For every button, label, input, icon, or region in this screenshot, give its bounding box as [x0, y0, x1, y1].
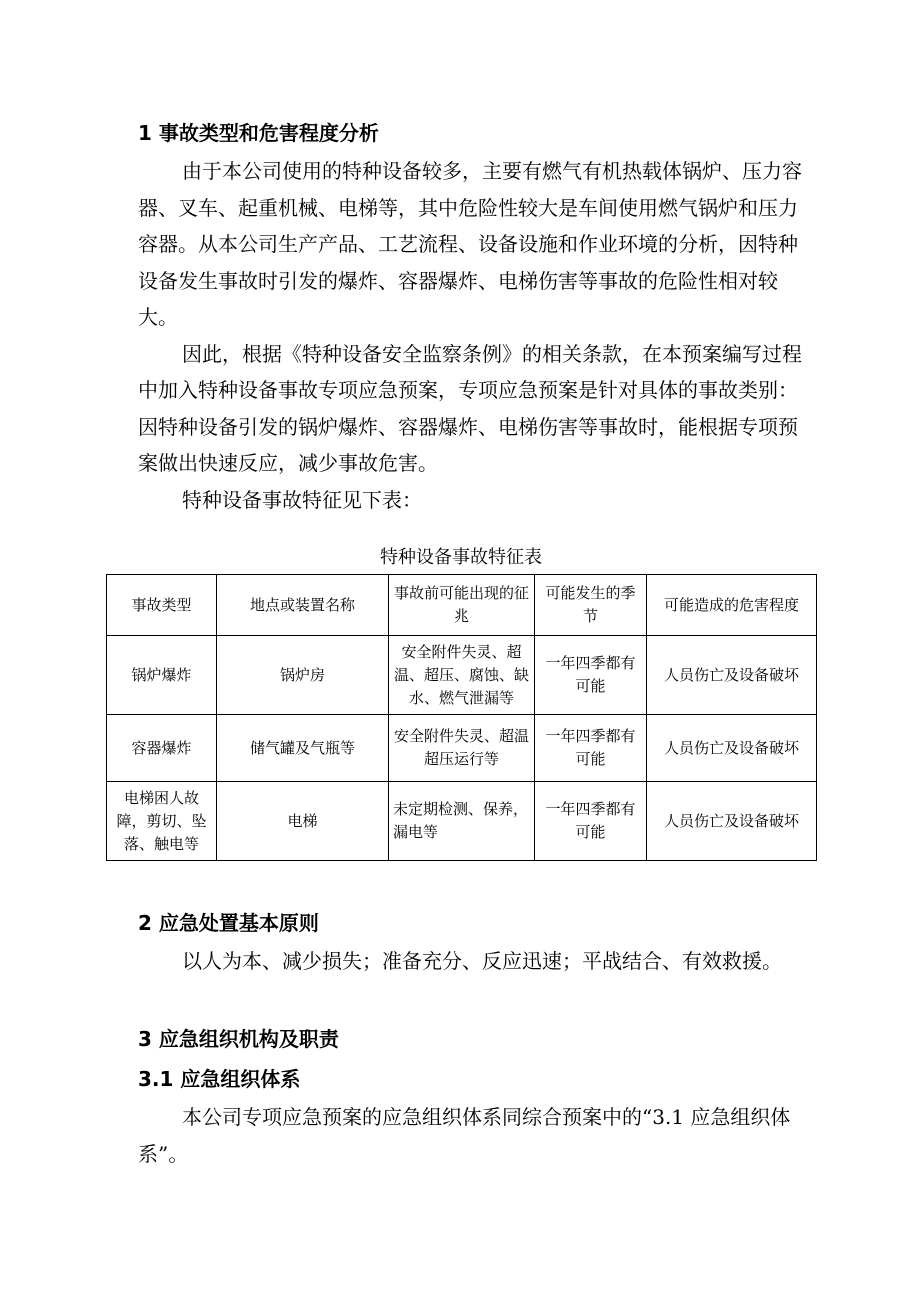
table-cell: 一年四季都有可能 [535, 715, 647, 782]
section3-1-paragraph-1: 本公司专项应急预案的应急组织体系同综合预案中的“3.1 应急组织体系”。 [138, 1105, 791, 1166]
section1-paragraph-1: 由于本公司使用的特种设备较多，主要有燃气有机热载体锅炉、压力容器、叉车、起重机械、电梯等，其中危险性较大是车间使用燃气锅炉和压力容器。从本公司生产产品、工艺流程、设备设施和作业环境的分析，因特种设备发生事故时引发的爆炸、容器爆炸、电梯伤害等事故的危险性相对较大。 [138, 159, 802, 329]
header-accident-type: 事故类型 [107, 575, 217, 636]
section1-paragraph-3: 特种设备事故特征见下表： [182, 487, 422, 512]
table-cell: 人员伤亡及设备破坏 [647, 715, 817, 782]
section1-paragraph-2: 因此，根据《特种设备安全监察条例》的相关条款，在本预案编写过程中加入特种设备事故专项应急预案，专项应急预案是针对具体的事故类别：因特种设备引发的锅炉爆炸、容器爆炸、电梯伤害等事故时，能根据专项预案做出快速反应，减少事故危害。 [138, 341, 802, 475]
table-cell: 储气罐及气瓶等 [217, 715, 389, 782]
section3-heading: 3 应急组织机构及职责 [138, 1027, 339, 1051]
table-cell: 容器爆炸 [107, 715, 217, 782]
section2-heading: 2 应急处置基本原则 [138, 911, 319, 935]
header-harm: 可能造成的危害程度 [647, 575, 817, 636]
table-cell: 锅炉房 [217, 636, 389, 715]
table-cell: 电梯困人故障，剪切、坠落、触电等 [107, 782, 217, 861]
section1-body [138, 153, 802, 518]
section1-heading: 1 事故类型和危害程度分析 [138, 121, 379, 145]
table-row [107, 782, 817, 861]
table-cell: 安全附件失灵、超温超压运行等 [389, 715, 535, 782]
table-row [107, 715, 817, 782]
accident-feature-table [106, 574, 817, 861]
table-cell: 一年四季都有可能 [535, 782, 647, 861]
section3-1-body [138, 1099, 802, 1172]
section2-paragraph-1: 以人为本、减少损失；准备充分、反应迅速；平战结合、有效救援。 [182, 949, 782, 973]
section3-1-heading: 3.1 应急组织体系 [138, 1067, 301, 1091]
table-cell: 一年四季都有可能 [535, 636, 647, 715]
table-cell: 安全附件失灵、超温、超压、腐蚀、缺水、燃气泄漏等 [389, 636, 535, 715]
table-header-row [107, 575, 817, 636]
table-cell: 未定期检测、保养，漏电等 [389, 782, 535, 861]
table-cell: 人员伤亡及设备破坏 [647, 636, 817, 715]
header-season: 可能发生的季节 [535, 575, 647, 636]
table-cell: 人员伤亡及设备破坏 [647, 782, 817, 861]
table-cell: 电梯 [217, 782, 389, 861]
header-signs: 事故前可能出现的征兆 [389, 575, 535, 636]
section2-body [138, 943, 802, 980]
table-row [107, 636, 817, 715]
header-location: 地点或装置名称 [217, 575, 389, 636]
table-cell: 锅炉爆炸 [107, 636, 217, 715]
table-caption: 特种设备事故特征表 [380, 547, 542, 568]
